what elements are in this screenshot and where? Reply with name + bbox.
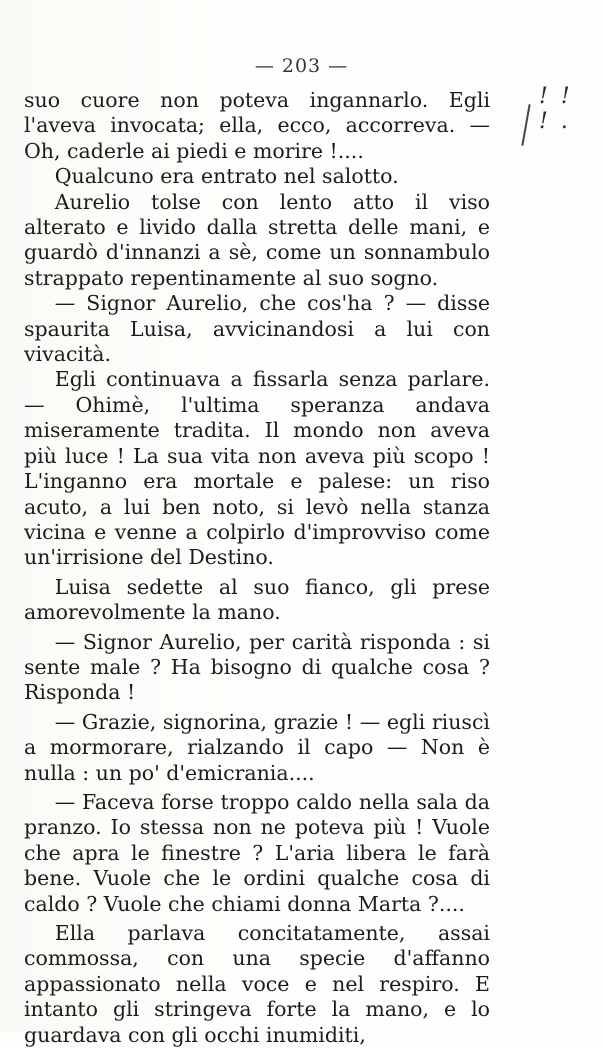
- paragraph: Ella parlava concitatamente, assai commossa, con una specie d'affanno appassionato nella voce e nel respiro. E intanto gli stringeva forte la mano, e lo guardava con gli occhi inumiditi,: [24, 921, 490, 1047]
- page-number: — 203 —: [254, 55, 349, 77]
- margin-slash-mark: [521, 104, 530, 146]
- paragraph: Qualcuno era entrato nel salotto.: [54, 164, 399, 189]
- body-text: [24, 88, 490, 1048]
- paragraph: — Grazie, signorina, grazie ! — egli riuscì a mormorare, rialzando il capo — Non è nulla : un po' d'emicrania....: [24, 709, 490, 785]
- paragraph: suo cuore non poteva ingannarlo. Egli l'aveva invocata; ella, ecco, accorreva. — Oh, caderle ai piedi e morire !....: [24, 88, 490, 163]
- paragraph: — Signor Aurelio, che cos'ha ? — disse spaurita Luisa, avvicinandosi a lui con vivacità.: [24, 291, 490, 367]
- paragraph: Egli continuava a fissarla senza parlare. — Ohimè, l'ultima speranza andava miseramente tradita. Il mondo non aveva più luce ! La sua vita non aveva più scopo ! L'inganno era mortale e palese: un riso acuto, a lui ben noto, si levò nella stanza vicina e venne a colpirlo d'improvviso come un'irrisione del Destino.: [24, 367, 490, 570]
- paragraph: — Faceva forse troppo caldo nella sala da pranzo. Io stessa non ne poteva più ! Vuole che apra le finestre ? L'aria libera le farà bene. Vuole che le ordini qualche cosa di caldo ? Vuole che chiami donna Marta ?....: [24, 789, 490, 916]
- margin-exclamation-marks: ! ! ! .: [539, 84, 573, 134]
- paragraph: Aurelio tolse con lento atto il viso alterato e livido dalla stretta delle mani, e guardò d'innanzi a sè, come un sonnambulo strappato repentinamente al suo sogno.: [24, 189, 490, 290]
- paragraph: — Signor Aurelio, per carità risponda : si sente male ? Ha bisogno di qualche cosa ? Risponda !: [24, 629, 490, 705]
- paragraph: Luisa sedette al suo fianco, gli prese amorevolmente la mano.: [24, 574, 490, 625]
- margin-annotation: [511, 84, 589, 154]
